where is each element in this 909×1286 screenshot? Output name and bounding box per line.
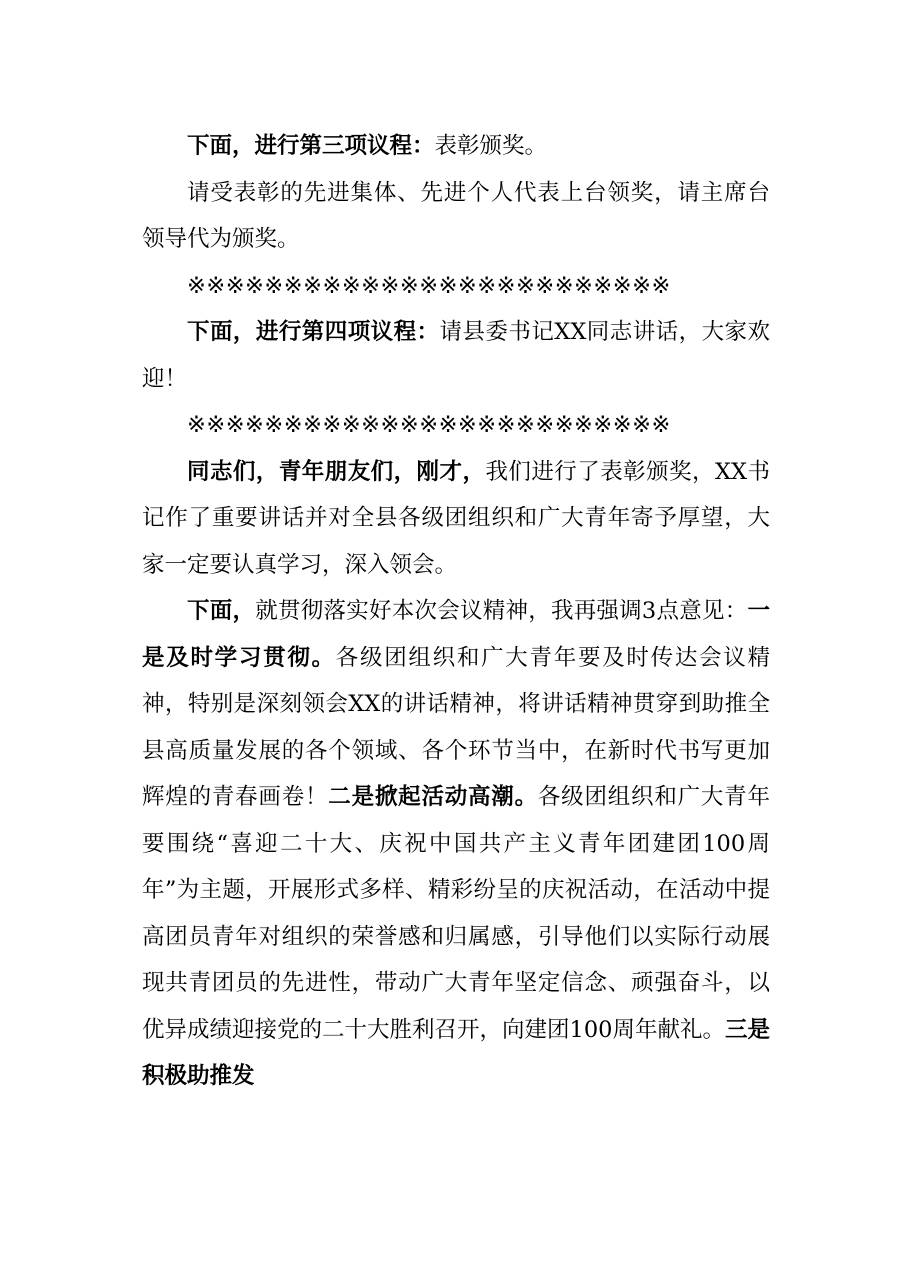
- opinions-intro: 就贯彻落实好本次会议精神，我再强调3点意见：: [255, 598, 748, 624]
- agenda-item-3-text: 表彰颁奖。: [434, 133, 548, 159]
- opinions-lead: 下面，: [187, 598, 256, 624]
- closing-lead: 同志们，青年朋友们，刚才，: [187, 458, 486, 485]
- closing-paragraph: [142, 449, 770, 589]
- awards-paragraph: 请受表彰的先进集体、先进个人代表上台领奖，请主席台领导代为颁奖。: [142, 179, 770, 252]
- point-3-title: 三是积极助推发: [142, 1016, 770, 1089]
- point-1-text: 各级团组织和广大青年要及时传达会议精神，特别是深刻领会XX的讲话精神，将讲话精神贯穿到助推全县高质量发展的各个领域、各个环节当中，在新时代书写更加辉煌的青春画卷！: [142, 644, 770, 810]
- separator-line: ※※※※※※※※※※※※※※※※※※※※※※※※※: [187, 272, 671, 299]
- opinions-paragraph: [142, 588, 770, 1100]
- point-2-title: 二是掀起活动高潮。: [328, 784, 538, 810]
- document-body: [142, 123, 770, 1100]
- separator-line: ※※※※※※※※※※※※※※※※※※※※※※※※※: [187, 412, 671, 438]
- agenda-item-3-heading: 下面，进行第三项议程：: [187, 133, 435, 159]
- point-2-text: 各级团组织和广大青年要围绕“喜迎二十大、庆祝中国共产主义青年团建团100周年”为主题，开展形式多样、精彩纷呈的庆祝活动，在活动中提高团员青年对组织的荣誉感和归属感，引导他们以实际行动展现共青团员的先进性，带动广大青年坚定信念、顽强奋斗，以优异成绩迎接党的二十大胜利召开，向建团100周年献礼。: [142, 784, 770, 1043]
- point-1-title: 一是及时学习贯彻。: [142, 598, 770, 671]
- agenda-item-4-text: 请县委书记XX同志讲话，大家欢迎！: [142, 319, 770, 392]
- closing-text: 我们进行了表彰颁奖，XX书记作了重要讲话并对全县各级团组织和广大青年寄予厚望，大家一定要认真学习，深入领会。: [142, 458, 770, 578]
- agenda-item-3: [142, 123, 770, 170]
- agenda-item-4: [142, 309, 770, 402]
- agenda-item-4-heading: 下面，进行第四项议程：: [187, 319, 440, 345]
